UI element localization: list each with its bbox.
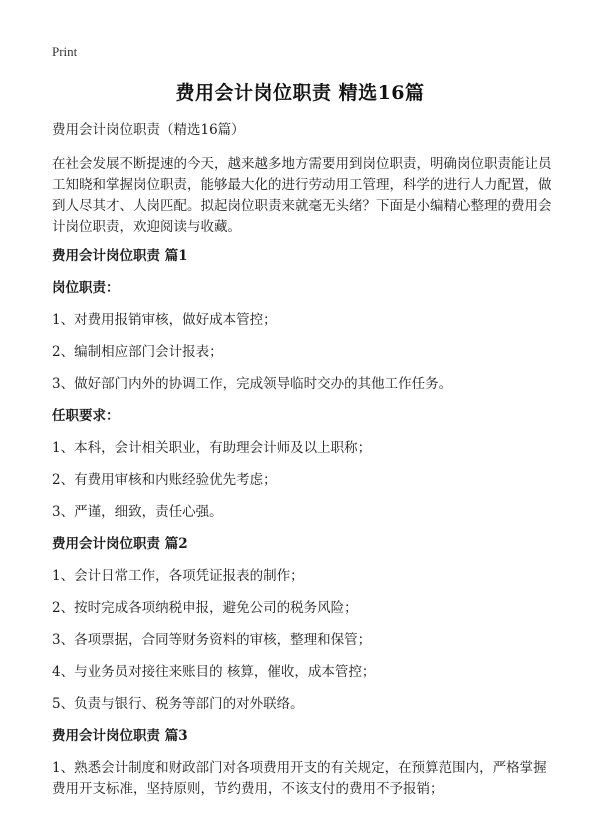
list-item: 2、有费用审核和内账经验优先考虑； [52, 472, 277, 488]
list-item: 2、按时完成各项纳税申报，避免公司的税务风险； [52, 600, 358, 616]
list-item: 1、熟悉会计制度和财政部门对各项费用开支的有关规定，在预算范围内，严格掌握费用开支标准，坚持原则，节约费用，不该支付的费用不予报销； [52, 760, 547, 797]
list-item: 1、会计日常工作，各项凭证报表的制作； [52, 568, 304, 584]
list-item: 1、本科，会计相关职业，有助理会计师及以上职称； [52, 440, 372, 456]
page-title: 费用会计岗位职责 精选16篇 [175, 82, 425, 104]
list-item: 3、严谨，细致，责任心强。 [52, 504, 223, 520]
subheading-duties: 岗位职责： [52, 280, 120, 296]
print-label: Print [52, 44, 78, 59]
list-item: 1、对费用报销审核，做好成本管控； [52, 312, 277, 328]
section-heading-2: 费用会计岗位职责 篇2 [52, 536, 188, 552]
section-heading-3: 费用会计岗位职责 篇3 [52, 728, 188, 744]
list-item: 3、各项票据，合同等财务资料的审核，整理和保管； [52, 632, 372, 648]
document-subtitle: 费用会计岗位职责（精选16篇） [52, 122, 245, 138]
list-item: 3、做好部门内外的协调工作，完成领导临时交办的其他工作任务。 [52, 376, 453, 392]
intro-paragraph: 在社会发展不断提速的今天，越来越多地方需要用到岗位职责，明确岗位职责能让员工知晓和掌握岗位职责，能够最大化的进行劳动用工管理，科学的进行人力配置，做到人尽其才、人岗匹配。拟起岗位职责来就毫无头绪？下面是小编精心整理的费用会计岗位职责，欢迎阅读与收藏。 [52, 156, 552, 235]
document-body [52, 120, 556, 811]
list-item: 4、与业务员对接往来账目的 核算，催收，成本管控； [52, 664, 376, 680]
list-item: 5、负责与银行、税务等部门的对外联络。 [52, 696, 304, 712]
subheading-requirements: 任职要求： [52, 408, 120, 424]
section-heading-1: 费用会计岗位职责 篇1 [52, 248, 188, 264]
list-item: 2、编制相应部门会计报表； [52, 344, 223, 360]
